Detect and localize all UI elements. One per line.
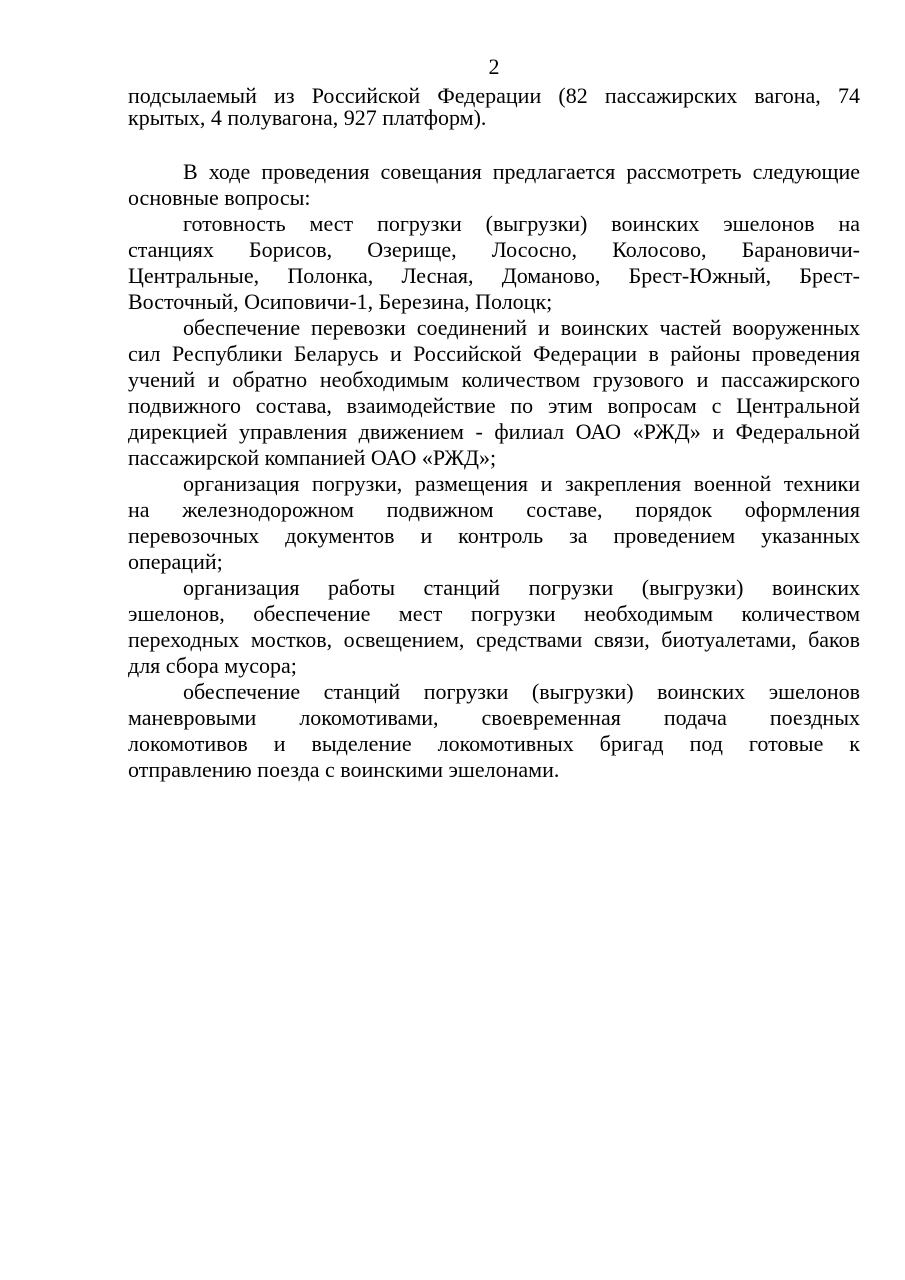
text-line: готовность мест погрузки (выгрузки) воинских эшелонов на: [183, 211, 860, 236]
text-line: дирекцией управления движением - филиал ОАО «РЖД» и Федеральной: [128, 419, 860, 444]
text-line: пассажирской компанией ОАО «РЖД»;: [128, 445, 497, 470]
text-line: локомотивов и выделение локомотивных бригад под готовые к: [128, 731, 860, 756]
text-line: перевозочных документов и контроль за проведением указанных: [128, 523, 860, 548]
text-line: подсылаемый из Российской Федерации (82 пассажирских вагона, 74: [128, 83, 860, 108]
paragraph: [128, 85, 860, 129]
text-line: на железнодорожном подвижном составе, порядок оформления: [128, 497, 860, 522]
text-line: Центральные, Полонка, Лесная, Доманово, Брест-Южный, Брест-: [128, 263, 860, 288]
text-line: станциях Борисов, Озерище, Лососно, Колосово, Барановичи-: [128, 237, 860, 262]
text-line: учений и обратно необходимым количеством грузового и пассажирского: [128, 367, 860, 392]
paragraph: [128, 159, 860, 211]
text-line: В ходе проведения совещания предлагается рассмотреть следующие: [183, 159, 860, 184]
text-line: обеспечение станций погрузки (выгрузки) воинских эшелонов: [183, 679, 860, 704]
document-content: [128, 56, 860, 783]
text-line: подвижного состава, взаимодействие по этим вопросам с Центральной: [128, 393, 860, 418]
paragraph: [128, 211, 860, 315]
paragraph: [128, 471, 860, 575]
text-line: операций;: [128, 549, 223, 574]
page-number: 2: [488, 54, 500, 79]
text-line: крытых, 4 полувагона, 927 платформ).: [128, 105, 487, 130]
text-line: переходных мостков, освещением, средствами связи, биотуалетами, баков: [128, 627, 860, 652]
text-line: организация погрузки, размещения и закрепления военной техники: [183, 471, 860, 496]
text-line: маневровыми локомотивами, своевременная подача поездных: [128, 705, 860, 730]
text-line: отправлению поезда с воинскими эшелонами.: [128, 757, 560, 782]
text-line: организация работы станций погрузки (выгрузки) воинских: [183, 575, 860, 600]
text-line: для сбора мусора;: [128, 653, 297, 678]
paragraph: [128, 575, 860, 679]
paragraph: [128, 315, 860, 471]
text-line: сил Республики Беларусь и Российской Федерации в районы проведения: [128, 341, 860, 366]
text-line: основные вопросы:: [128, 185, 311, 210]
paragraph: [128, 679, 860, 783]
text-line: обеспечение перевозки соединений и воинских частей вооруженных: [183, 315, 860, 340]
text-line: Восточный, Осиповичи-1, Березина, Полоцк;: [128, 289, 553, 314]
text-line: эшелонов, обеспечение мест погрузки необходимым количеством: [128, 601, 860, 626]
